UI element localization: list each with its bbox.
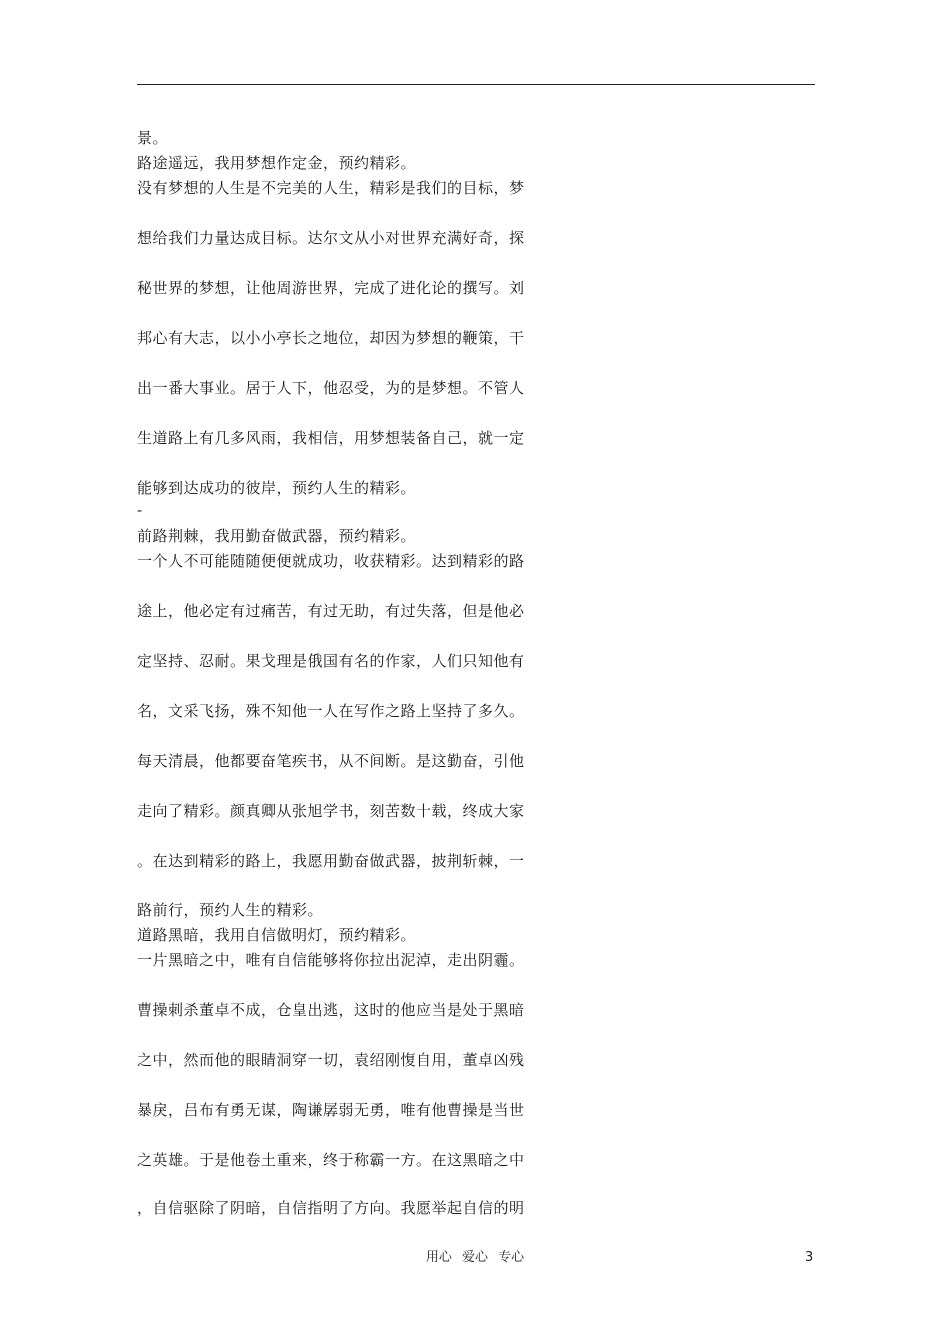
page-number: 3 — [805, 1250, 814, 1265]
text-line: 路途遥远，我用梦想作定金，预约精彩。 — [137, 154, 417, 172]
footer-slogan: 用心 爱心 专心 — [425, 1250, 525, 1265]
text-line: 邦心有大志，以小小亭长之地位，却因为梦想的鞭策，干 — [137, 329, 525, 347]
text-line: 能够到达成功的彼岸，预约人生的精彩。 — [137, 479, 417, 497]
text-line: 暴戾，吕布有勇无谋，陶谦孱弱无勇，唯有他曹操是当世 — [137, 1101, 525, 1119]
text-line: 前路荆棘，我用勤奋做武器，预约精彩。 — [137, 527, 417, 545]
text-line: - — [137, 501, 143, 519]
text-line: 走向了精彩。颜真卿从张旭学书，刻苦数十载，终成大家 — [137, 802, 525, 820]
header-rule — [137, 84, 815, 85]
text-line: 一个人不可能随随便便就成功，收获精彩。达到精彩的路 — [137, 552, 525, 570]
text-line: 出一番大事业。居于人下，他忍受，为的是梦想。不管人 — [137, 379, 525, 397]
text-line: 想给我们力量达成目标。达尔文从小对世界充满好奇，探 — [137, 229, 525, 247]
text-line: ，自信驱除了阴暗，自信指明了方向。我愿举起自信的明 — [137, 1199, 525, 1217]
text-line: 定坚持、忍耐。果戈理是俄国有名的作家，人们只知他有 — [137, 652, 525, 670]
text-line: 没有梦想的人生是不完美的人生，精彩是我们的目标，梦 — [137, 179, 525, 197]
text-line: 之中，然而他的眼睛洞穿一切，袁绍刚愎自用，董卓凶残 — [137, 1051, 525, 1069]
text-line: 生道路上有几多风雨，我相信，用梦想装备自己，就一定 — [137, 429, 525, 447]
text-line: 途上，他必定有过痛苦，有过无助，有过失落，但是他必 — [137, 602, 525, 620]
text-line: 每天清晨，他都要奋笔疾书，从不间断。是这勤奋，引他 — [137, 752, 525, 770]
text-line: 路前行，预约人生的精彩。 — [137, 901, 324, 919]
text-line: 道路黑暗，我用自信做明灯，预约精彩。 — [137, 926, 417, 944]
text-line: 景。 — [137, 129, 169, 147]
text-line: 之英雄。于是他卷土重来，终于称霸一方。在这黑暗之中 — [137, 1151, 525, 1169]
text-line: 。在达到精彩的路上，我愿用勤奋做武器，披荆斩棘，一 — [137, 852, 525, 870]
text-line: 曹操刺杀董卓不成，仓皇出逃，这时的他应当是处于黑暗 — [137, 1001, 525, 1019]
text-line: 秘世界的梦想，让他周游世界，完成了进化论的撰写。刘 — [137, 279, 525, 297]
text-line: 名，文采飞扬，殊不知他一人在写作之路上坚持了多久。 — [137, 702, 525, 720]
text-line: 一片黑暗之中，唯有自信能够将你拉出泥淖，走出阴霾。 — [137, 951, 525, 969]
